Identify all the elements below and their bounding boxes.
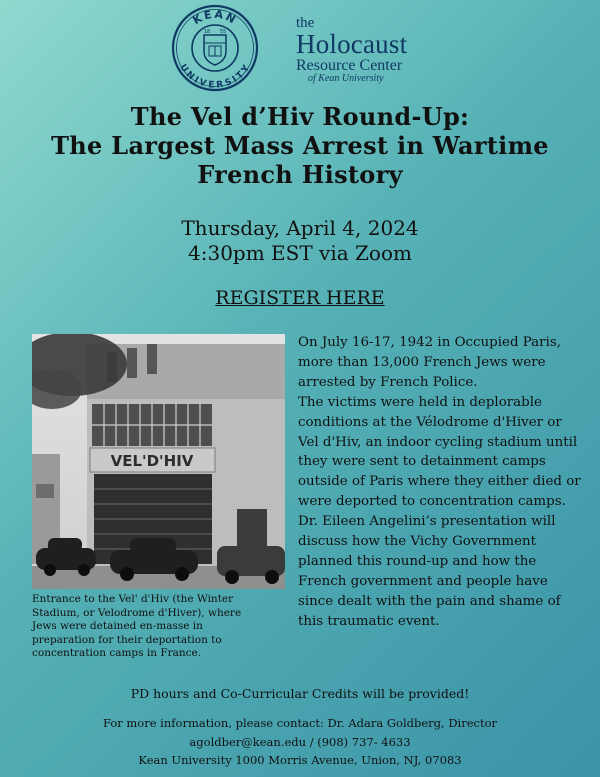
kean-university-seal-icon <box>171 4 259 92</box>
description-line: French government and people have <box>298 573 548 589</box>
description-line: they were sent to detainment camps <box>298 454 546 470</box>
description-line: this traumatic event. <box>298 613 440 629</box>
credits-note: PD hours and Co-Curricular Credits will be provided! <box>130 686 470 701</box>
description-line: Vel d'Hiv, an indoor cycling stadium until <box>298 434 578 450</box>
seal-bottom-text: UNIVERSITY <box>177 62 253 91</box>
svg-text:UNIVERSITY <box>177 63 252 91</box>
event-date: Thursday, April 4, 2024 <box>181 216 419 240</box>
caption-line: preparation for their deportation to <box>32 633 222 646</box>
holocaust-resource-center-logo <box>296 16 407 84</box>
photo-caption <box>32 593 282 661</box>
caption-line: Stadium, or Velodrome d'Hiver), where <box>32 606 242 619</box>
contact-line-1: For more information, please contact: Dr. Adara Goldberg, Director <box>102 716 498 730</box>
caption-line: Entrance to the Vel' d'Hiv (the Winter <box>32 593 234 605</box>
event-title <box>0 102 600 189</box>
hrc-holocaust: Holocaust <box>296 29 408 59</box>
hrc-resource-center: Resource Center <box>296 57 403 74</box>
vel-dhiv-photo <box>32 334 285 589</box>
hrc-of-kean: of Kean University <box>308 73 384 84</box>
svg-text:18: 18 <box>203 29 211 35</box>
title-line-1: The Vel d’Hiv Round-Up: <box>130 102 470 131</box>
svg-text:55: 55 <box>219 29 227 35</box>
description-line: conditions at the Vélodrome d'Hiver or <box>298 414 562 430</box>
description-line: Dr. Eileen Angelini’s presentation will <box>298 514 556 530</box>
event-description <box>298 333 590 632</box>
title-line-2: The Largest Mass Arrest in Wartime <box>51 131 549 160</box>
event-time: 4:30pm EST via Zoom <box>188 241 412 265</box>
description-line: were deported to concentration camps. <box>298 494 566 510</box>
contact-info <box>0 714 600 770</box>
seal-top-text: KEAN <box>190 7 240 28</box>
description-line: more than 13,000 French Jews were <box>298 354 546 370</box>
contact-email-phone[interactable]: agoldber@kean.edu / (908) 737- 4633 <box>189 734 411 749</box>
caption-line: concentration camps in France. <box>32 647 202 660</box>
contact-address: Kean University 1000 Morris Avenue, Union, NJ, 07083 <box>138 753 462 767</box>
event-datetime <box>0 216 600 266</box>
hrc-the: the <box>296 15 315 31</box>
description-line: The victims were held in deplorable <box>298 394 542 410</box>
title-line-3: French History <box>197 160 403 189</box>
description-line: since dealt with the pain and shame of <box>298 593 561 609</box>
description-line: discuss how the Vichy Government <box>298 534 537 550</box>
description-line: On July 16-17, 1942 in Occupied Paris, <box>298 335 561 350</box>
description-line: arrested by French Police. <box>298 374 478 390</box>
register-link[interactable]: REGISTER HERE <box>215 287 385 309</box>
description-line: outside of Paris where they either died or <box>298 474 581 490</box>
caption-line: Jews were detained en-masse in <box>32 620 203 633</box>
description-line: planned this round-up and how the <box>298 553 537 569</box>
stadium-sign-text: VEL'D'HIV <box>110 452 194 470</box>
